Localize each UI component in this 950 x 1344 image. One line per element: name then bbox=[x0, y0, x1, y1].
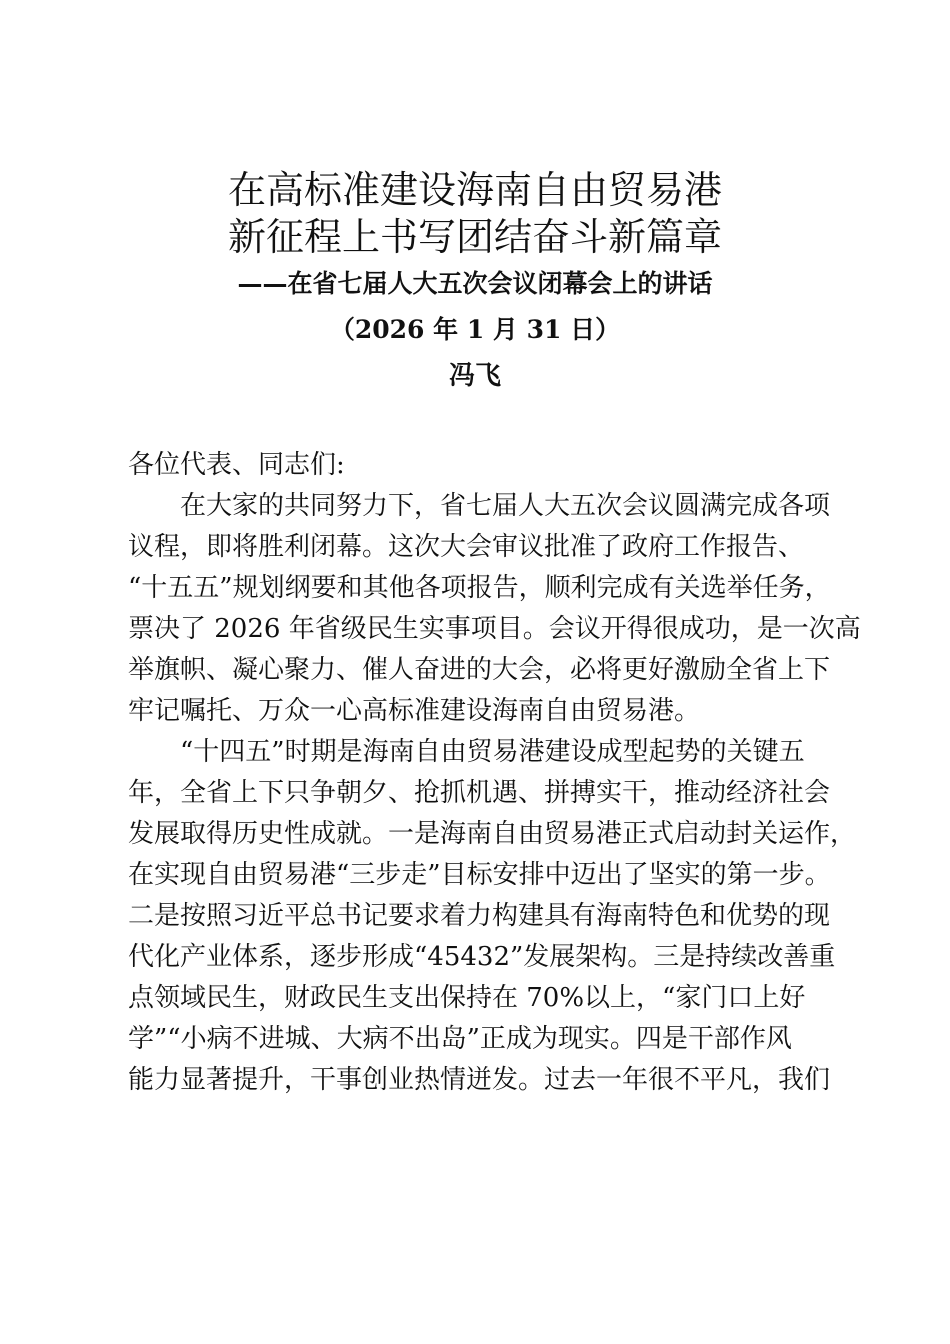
paragraph-2-line: 学”“小病不进城、大病不出岛”正成为现实。四是干部作风 bbox=[128, 1024, 792, 1054]
salutation: 各位代表、同志们: bbox=[128, 450, 345, 480]
title-line-2: 新征程上书写团结奋斗新篇章 bbox=[227, 215, 722, 259]
paragraph-2-line: 代化产业体系，逐步形成“45432”发展架构。三是持续改善重 bbox=[128, 942, 836, 972]
paragraph-1-line: 票决了 2026 年省级民生实事项目。会议开得很成功，是一次高 bbox=[128, 614, 861, 644]
paragraph-1-line: 牢记嘱托、万众一心高标准建设海南自由贸易港。 bbox=[128, 696, 701, 726]
paragraph-2-line: 发展取得历史性成就。一是海南自由贸易港正式启动封关运作， bbox=[128, 819, 857, 849]
paragraph-1-line: 议程，即将胜利闭幕。这次大会审议批准了政府工作报告、 bbox=[128, 532, 805, 562]
speech-body bbox=[128, 445, 861, 1101]
paragraph-2-line: 能力显著提升，干事创业热情迸发。过去一年很不平凡，我们 bbox=[128, 1065, 831, 1095]
paragraph-1-line: 举旗帜、凝心聚力、催人奋进的大会，必将更好激励全省上下 bbox=[128, 655, 831, 685]
author-name: 冯飞 bbox=[448, 361, 501, 391]
paragraph-2-line: 在实现自由贸易港“三步走”目标安排中迈出了坚实的第一步。 bbox=[128, 860, 831, 890]
paragraph-1-line: 在大家的共同努力下，省七届人大五次会议圆满完成各项 bbox=[180, 491, 831, 521]
subtitle: ——在省七届人大五次会议闭幕会上的讲话 bbox=[237, 269, 713, 298]
title-line-1: 在高标准建设海南自由贸易港 bbox=[227, 168, 722, 212]
paragraph-2-line: “十四五”时期是海南自由贸易港建设成型起势的关键五 bbox=[180, 737, 805, 767]
paragraph-2-line: 二是按照习近平总书记要求着力构建具有海南特色和优势的现 bbox=[128, 901, 831, 931]
speech-date: （2026 年 1 月 31 日） bbox=[329, 315, 621, 344]
paragraph-2-line: 点领域民生，财政民生支出保持在 70%以上，“家门口上好 bbox=[128, 983, 806, 1013]
paragraph-2-line: 年，全省上下只争朝夕、抢抓机遇、拼搏实干，推动经济社会 bbox=[128, 778, 831, 808]
paragraph-1-line: “十五五”规划纲要和其他各项报告，顺利完成有关选举任务， bbox=[128, 573, 831, 603]
